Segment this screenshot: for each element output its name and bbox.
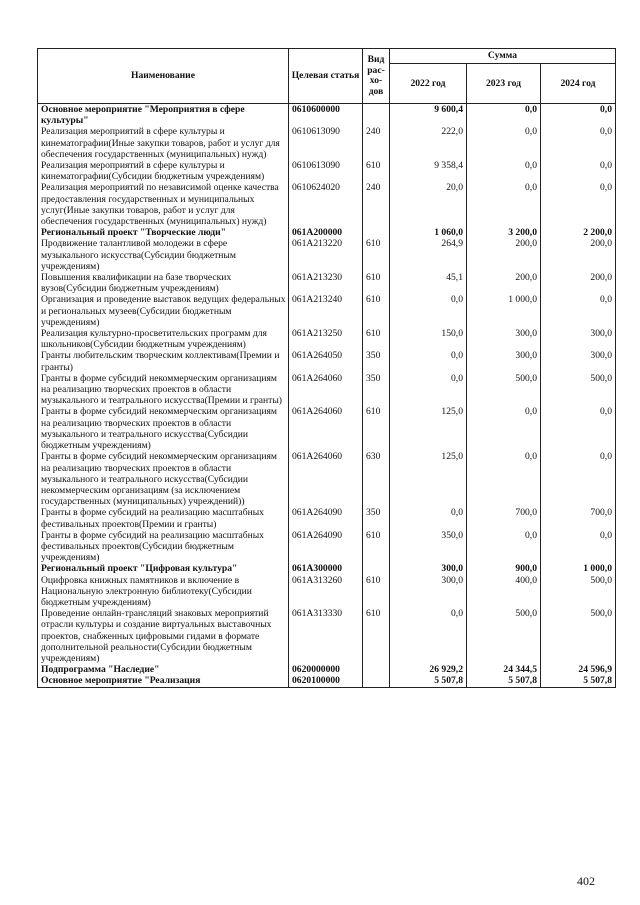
- row-expense-type: 610: [363, 328, 390, 350]
- row-name: Реализация мероприятий в сфере культуры и кинематографии(Субсидии бюджетным учреждениям): [38, 160, 289, 182]
- row-expense-type: 610: [363, 238, 390, 272]
- row-code: 0620000000: [289, 664, 363, 675]
- table-row: [38, 160, 616, 182]
- table-row: [38, 575, 616, 609]
- row-sum-2022: 125,0: [390, 406, 467, 451]
- row-sum-2024: 0,0: [541, 160, 616, 182]
- table-row: [38, 563, 616, 574]
- row-sum-2022: 222,0: [390, 126, 467, 160]
- row-sum-2023: 0,0: [467, 530, 541, 564]
- row-sum-2023: 900,0: [467, 563, 541, 574]
- row-sum-2023: 200,0: [467, 272, 541, 294]
- row-expense-type: 610: [363, 294, 390, 328]
- table-row: [38, 294, 616, 328]
- row-sum-2024: 200,0: [541, 272, 616, 294]
- row-name: Основное мероприятие "Мероприятия в сфере культуры": [38, 104, 289, 127]
- row-sum-2023: 0,0: [467, 182, 541, 227]
- row-sum-2022: 26 929,2: [390, 664, 467, 675]
- header-year-2024: 2024 год: [541, 63, 616, 103]
- row-code: 061A213240: [289, 294, 363, 328]
- table-row: [38, 664, 616, 675]
- row-expense-type: 610: [363, 530, 390, 564]
- row-code: 061A213250: [289, 328, 363, 350]
- row-expense-type: 240: [363, 182, 390, 227]
- row-sum-2023: 0,0: [467, 126, 541, 160]
- table-row: [38, 507, 616, 529]
- table-row: [38, 406, 616, 451]
- row-sum-2023: 400,0: [467, 575, 541, 609]
- row-code: 061A264060: [289, 451, 363, 507]
- row-expense-type: [363, 563, 390, 574]
- row-sum-2022: 20,0: [390, 182, 467, 227]
- row-name: Гранты в форме субсидий некоммерческим организациям на реализацию творческих проектов в области музыкального и театрального искусства(Субсидии некоммерческим организациям (за исключением государственных (муниципальных) учреждений)): [38, 451, 289, 507]
- row-sum-2022: 300,0: [390, 575, 467, 609]
- row-sum-2022: 0,0: [390, 373, 467, 407]
- row-sum-2023: 700,0: [467, 507, 541, 529]
- row-sum-2024: 0,0: [541, 126, 616, 160]
- row-sum-2024: 300,0: [541, 350, 616, 372]
- row-name: Реализация мероприятий в сфере культуры и кинематографии(Иные закупки товаров, работ и услуг для обеспечения государственных (муниципальных) нужд): [38, 126, 289, 160]
- row-sum-2022: 350,0: [390, 530, 467, 564]
- row-name: Региональный проект "Творческие люди": [38, 227, 289, 238]
- table-row: [38, 350, 616, 372]
- row-sum-2023: 3 200,0: [467, 227, 541, 238]
- table-row: [38, 373, 616, 407]
- row-name: Реализация мероприятий по независимой оценке качества предоставления государственных и муниципальных услуг(Иные закупки товаров, работ и услуг для обеспечения государственных (муниципальных) нужд): [38, 182, 289, 227]
- row-sum-2024: 5 507,8: [541, 675, 616, 687]
- row-code: 0610600000: [289, 104, 363, 127]
- row-sum-2022: 0,0: [390, 294, 467, 328]
- row-expense-type: 630: [363, 451, 390, 507]
- row-code: 061A313330: [289, 608, 363, 664]
- row-code: 061A213220: [289, 238, 363, 272]
- row-sum-2024: 0,0: [541, 451, 616, 507]
- row-sum-2022: 9 358,4: [390, 160, 467, 182]
- row-sum-2023: 0,0: [467, 104, 541, 127]
- row-sum-2023: 0,0: [467, 160, 541, 182]
- table-row: [38, 675, 616, 687]
- row-code: 061A264090: [289, 507, 363, 529]
- row-expense-type: 350: [363, 507, 390, 529]
- row-sum-2022: 45,1: [390, 272, 467, 294]
- row-sum-2022: 9 600,4: [390, 104, 467, 127]
- row-sum-2022: 0,0: [390, 350, 467, 372]
- row-sum-2024: 0,0: [541, 530, 616, 564]
- table-row: [38, 451, 616, 507]
- row-expense-type: 610: [363, 272, 390, 294]
- row-sum-2024: 500,0: [541, 373, 616, 407]
- row-expense-type: [363, 104, 390, 127]
- row-code: 061A300000: [289, 563, 363, 574]
- table-row: [38, 608, 616, 664]
- row-sum-2023: 0,0: [467, 406, 541, 451]
- row-name: Проведение онлайн-трансляций знаковых мероприятий отрасли культуры и создание виртуальных выставочных проектов, снабженных цифровыми гидами в формате дополнительной реальности(Субсидии бюджетным учреждениям): [38, 608, 289, 664]
- row-sum-2022: 0,0: [390, 507, 467, 529]
- row-sum-2023: 5 507,8: [467, 675, 541, 687]
- row-sum-2024: 2 200,0: [541, 227, 616, 238]
- row-sum-2022: 125,0: [390, 451, 467, 507]
- table-row: [38, 227, 616, 238]
- table-row: [38, 328, 616, 350]
- row-code: 0610613090: [289, 126, 363, 160]
- table-row: [38, 272, 616, 294]
- row-expense-type: 350: [363, 373, 390, 407]
- row-sum-2023: 0,0: [467, 451, 541, 507]
- row-code: 061A264060: [289, 406, 363, 451]
- row-sum-2022: 264,9: [390, 238, 467, 272]
- row-sum-2022: 300,0: [390, 563, 467, 574]
- table-row: [38, 530, 616, 564]
- row-sum-2024: 700,0: [541, 507, 616, 529]
- row-sum-2024: 24 596,9: [541, 664, 616, 675]
- row-sum-2024: 1 000,0: [541, 563, 616, 574]
- row-name: Гранты любительским творческим коллективам(Премии и гранты): [38, 350, 289, 372]
- table-row: [38, 238, 616, 272]
- row-sum-2023: 300,0: [467, 350, 541, 372]
- header-sum: Сумма: [390, 49, 616, 64]
- row-sum-2024: 0,0: [541, 294, 616, 328]
- row-code: 0610624020: [289, 182, 363, 227]
- row-expense-type: 610: [363, 608, 390, 664]
- row-expense-type: 610: [363, 575, 390, 609]
- row-sum-2022: 0,0: [390, 608, 467, 664]
- row-name: Оцифровка книжных памятников и включение в Национальную электронную библиотеку(Субсидии бюджетным учреждениям): [38, 575, 289, 609]
- row-sum-2022: 1 060,0: [390, 227, 467, 238]
- row-code: 0610613090: [289, 160, 363, 182]
- row-sum-2022: 5 507,8: [390, 675, 467, 687]
- row-expense-type: 610: [363, 406, 390, 451]
- row-sum-2023: 1 000,0: [467, 294, 541, 328]
- row-name: Организация и проведение выставок ведущих федеральных и региональных музеев(Субсидии бюджетным учреждениям): [38, 294, 289, 328]
- row-name: Повышения квалификации на базе творческих вузов(Субсидии бюджетным учреждениям): [38, 272, 289, 294]
- table-row: [38, 126, 616, 160]
- row-name: Гранты в форме субсидий некоммерческим организациям на реализацию творческих проектов в области музыкального и театрального искусства(Премии и гранты): [38, 373, 289, 407]
- row-code: 0620100000: [289, 675, 363, 687]
- row-sum-2023: 200,0: [467, 238, 541, 272]
- row-sum-2024: 0,0: [541, 406, 616, 451]
- row-name: Гранты в форме субсидий на реализацию масштабных фестивальных проектов(Премии и гранты): [38, 507, 289, 529]
- header-code: Целевая статья: [289, 49, 363, 104]
- table-row: [38, 182, 616, 227]
- table-header: [38, 49, 616, 104]
- row-sum-2024: 500,0: [541, 575, 616, 609]
- table-body: [38, 104, 616, 688]
- row-code: 061A213230: [289, 272, 363, 294]
- row-sum-2024: 300,0: [541, 328, 616, 350]
- row-name: Гранты в форме субсидий на реализацию масштабных фестивальных проектов(Субсидии бюджетным учреждениям): [38, 530, 289, 564]
- row-code: 061A264050: [289, 350, 363, 372]
- row-sum-2023: 300,0: [467, 328, 541, 350]
- header-year-2022: 2022 год: [390, 63, 467, 103]
- budget-sheet: [37, 48, 615, 688]
- row-expense-type: [363, 675, 390, 687]
- table-row: [38, 104, 616, 127]
- row-name: Реализация культурно-просветительских программ для школьников(Субсидии бюджетным учреждениям): [38, 328, 289, 350]
- row-expense-type: [363, 664, 390, 675]
- row-sum-2024: 500,0: [541, 608, 616, 664]
- row-sum-2024: 0,0: [541, 104, 616, 127]
- row-code: 061A200000: [289, 227, 363, 238]
- row-name: Региональный проект "Цифровая культура": [38, 563, 289, 574]
- row-sum-2024: 0,0: [541, 182, 616, 227]
- budget-table: [37, 48, 616, 688]
- row-code: 061A264060: [289, 373, 363, 407]
- row-expense-type: 610: [363, 160, 390, 182]
- row-sum-2023: 500,0: [467, 373, 541, 407]
- row-name: Гранты в форме субсидий некоммерческим организациям на реализацию творческих проектов в области музыкального и театрального искусства(Субсидии бюджетным учреждениям): [38, 406, 289, 451]
- row-code: 061A313260: [289, 575, 363, 609]
- row-name: Подпрограмма "Наследие": [38, 664, 289, 675]
- row-expense-type: [363, 227, 390, 238]
- header-year-2023: 2023 год: [467, 63, 541, 103]
- row-expense-type: 350: [363, 350, 390, 372]
- row-sum-2023: 500,0: [467, 608, 541, 664]
- row-name: Продвижение талантливой молодежи в сфере музыкального искусства(Субсидии бюджетным учреждениям): [38, 238, 289, 272]
- row-sum-2024: 200,0: [541, 238, 616, 272]
- row-sum-2023: 24 344,5: [467, 664, 541, 675]
- row-code: 061A264090: [289, 530, 363, 564]
- row-name: Основное мероприятие "Реализация: [38, 675, 289, 687]
- row-sum-2022: 150,0: [390, 328, 467, 350]
- row-expense-type: 240: [363, 126, 390, 160]
- header-name: Наименование: [38, 49, 289, 104]
- header-vid: Вид рас-хо-дов: [363, 49, 390, 104]
- page-number: 402: [577, 874, 595, 888]
